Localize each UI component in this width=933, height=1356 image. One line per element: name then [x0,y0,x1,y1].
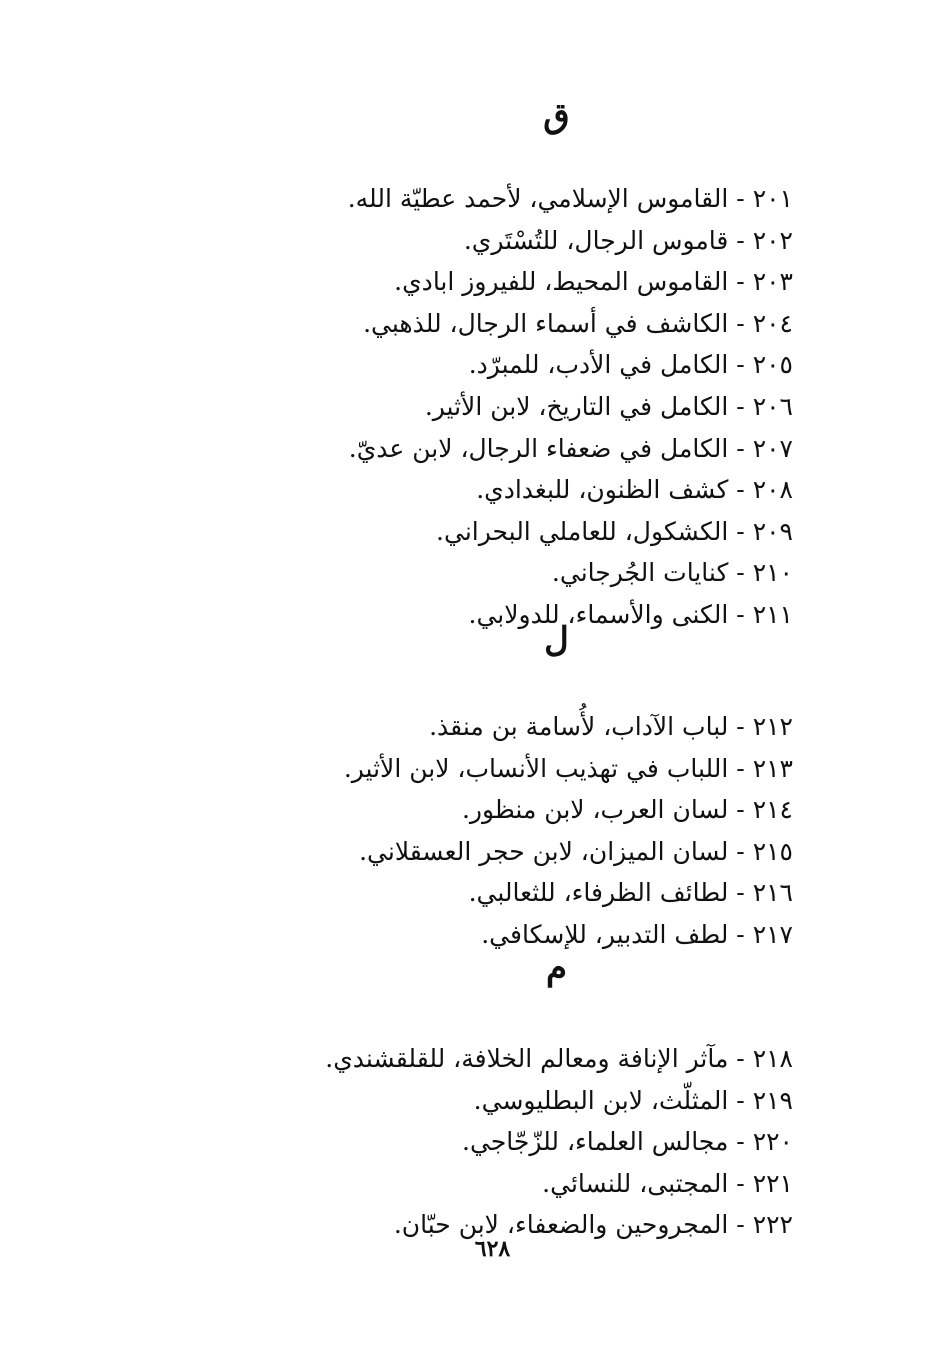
section-lam [300,620,793,956]
entry-text: المجروحين والضعفاء، لابن حبّان. [393,1210,729,1240]
entry-separator: - [728,516,753,546]
entry-separator: - [728,712,753,741]
entry-separator: - [728,558,753,588]
entry-number: ٢٠٤ [752,308,793,338]
list-item [300,344,793,386]
entry-text: كنايات الجُرجاني. [551,558,729,588]
entry-list [300,178,793,636]
entry-text: لطف التدبير، للإسكافي. [481,919,729,949]
entry-text: اللباب في تهذيب الأنساب، لابن الأثير. [343,753,729,783]
entry-text: كشف الظنون، للبغدادي. [476,475,729,505]
entry-number: ٢١٠ [752,558,793,588]
entry-number: ٢١٤ [752,795,793,825]
section-qaf [300,96,793,636]
entry-list [300,1038,793,1246]
entry-text: المثلّث، لابن البطليوسي. [473,1085,729,1115]
list-item [300,1163,793,1205]
entry-separator: - [728,267,753,297]
entry-number: ٢٢٢ [752,1210,793,1240]
entry-separator: - [728,1085,753,1115]
list-item [300,1080,793,1122]
entry-number: ٢٠٨ [752,475,793,505]
entry-separator: - [728,433,753,463]
entry-separator: - [728,599,753,629]
entry-text: لسان العرب، لابن منظور. [461,795,729,825]
list-item [300,1121,793,1163]
list-item [300,220,793,262]
entry-separator: - [728,475,753,505]
entry-list [300,706,793,956]
entry-number: ٢١٥ [752,836,793,866]
entry-text: قاموس الرجال، للتُسْتَري. [463,225,729,255]
entry-number: ٢١٩ [752,1085,793,1115]
entry-separator: - [728,1210,753,1240]
entry-text: المجتبى، للنسائي. [542,1168,729,1198]
entry-text: الكامل في التاريخ، لابن الأثير. [424,391,729,421]
entry-number: ٢١٣ [752,753,793,783]
section-heading-letter: م [545,948,568,988]
entry-separator: - [728,836,753,866]
page-number [0,1236,933,1262]
entry-number: ٢١٧ [752,919,793,949]
entry-separator: - [728,184,753,213]
entry-number: ٢٠٣ [752,267,793,297]
page-number-text: ٦٢٨ [474,1236,511,1262]
list-item [300,552,793,594]
list-item [300,789,793,831]
entry-separator: - [728,753,753,783]
entry-text: لباب الآداب، لأُسامة بن منقذ. [429,712,729,741]
list-item [300,428,793,470]
list-item [300,386,793,428]
list-item [300,178,793,220]
entry-separator: - [728,1044,753,1073]
entry-number: ٢٠٦ [752,391,793,421]
entry-text: الكشكول، للعاملي البحراني. [436,516,729,546]
list-item [300,469,793,511]
entry-text: مجالس العلماء، للزّجّاجي. [462,1127,729,1157]
entry-text: الكامل في الأدب، للمبرّد. [468,350,729,380]
list-item [300,303,793,345]
entry-text: الكاشف في أسماء الرجال، للذهبي. [363,308,729,338]
entry-number: ٢٢٠ [752,1127,793,1157]
list-item [300,706,793,748]
section-heading-letter: ق [543,96,570,136]
entry-number: ٢١٦ [752,878,793,908]
entry-text: مآثر الإنافة ومعالم الخلافة، للقلقشندي. [325,1044,729,1073]
entry-number: ٢٠٩ [752,516,793,546]
entry-separator: - [728,795,753,825]
entry-separator: - [728,225,753,255]
list-item [300,511,793,553]
entry-number: ٢٠١ [752,184,793,213]
entry-text: لطائف الظرفاء، للثعالبي. [468,878,729,908]
entry-text: لسان الميزان، لابن حجر العسقلاني. [359,836,729,866]
section-heading-letter: ل [544,620,569,660]
entry-number: ٢٠٧ [752,433,793,463]
list-item [300,831,793,873]
entry-separator: - [728,391,753,421]
entry-text: القاموس الإسلامي، لأحمد عطيّة الله. [347,184,729,213]
entry-text: الكنى والأسماء، للدولابي. [468,599,729,629]
section-mim [300,948,793,1246]
entry-number: ٢٠٢ [752,225,793,255]
entry-number: ٢١١ [752,599,793,629]
list-item [300,1038,793,1080]
entry-number: ٢٢١ [752,1168,793,1198]
entry-number: ٢١٢ [752,712,793,741]
entry-text: الكامل في ضعفاء الرجال، لابن عديّ. [348,433,729,463]
entry-separator: - [728,919,753,949]
list-item [300,872,793,914]
list-item [300,748,793,790]
entry-separator: - [728,1127,753,1157]
entry-number: ٢٠٥ [752,350,793,380]
list-item [300,261,793,303]
entry-separator: - [728,308,753,338]
entry-separator: - [728,878,753,908]
entry-text: القاموس المحيط، للفيروز ابادي. [394,267,729,297]
entry-number: ٢١٨ [752,1044,793,1073]
entry-separator: - [728,1168,753,1198]
entry-separator: - [728,350,753,380]
